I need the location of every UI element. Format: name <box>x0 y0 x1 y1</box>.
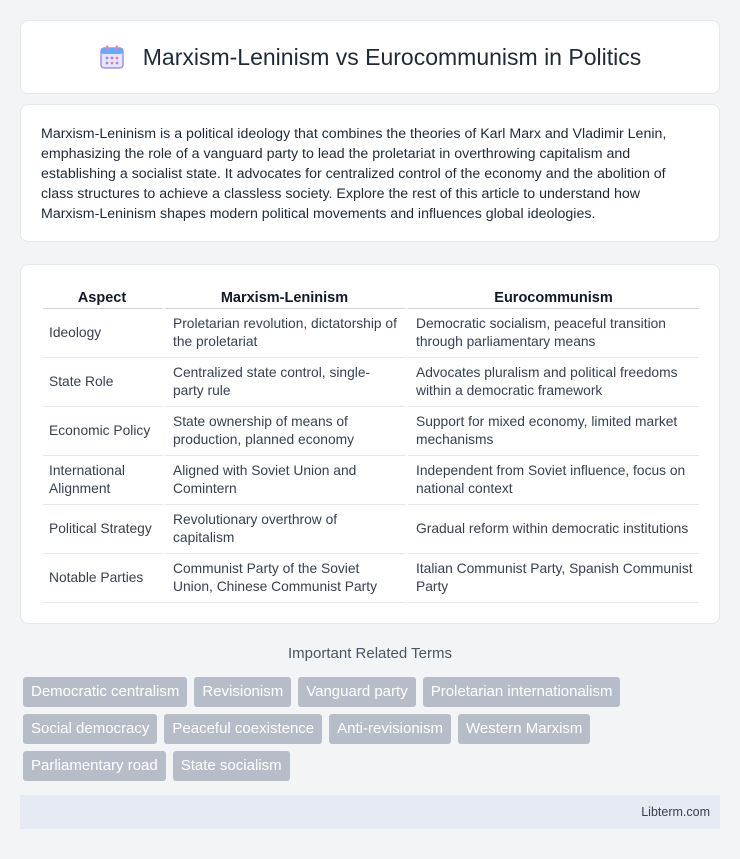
cell-aspect: Notable Parties <box>43 554 165 603</box>
related-term-tag[interactable]: Proletarian internationalism <box>423 677 621 707</box>
cell-eurocommunism: Democratic socialism, peaceful transition through parliamentary means <box>408 309 699 358</box>
cell-aspect: State Role <box>43 358 165 407</box>
header-card <box>20 20 720 94</box>
table-row <box>43 554 699 603</box>
related-terms-title: Important Related Terms <box>288 645 452 662</box>
cell-marxism-leninism: Communist Party of the Soviet Union, Chinese Communist Party <box>165 554 408 603</box>
related-term-tag[interactable]: Democratic centralism <box>23 677 187 707</box>
related-term-tag[interactable]: Revisionism <box>194 677 291 707</box>
cell-aspect: Economic Policy <box>43 407 165 456</box>
comparison-table <box>43 287 699 603</box>
table-row <box>43 309 699 358</box>
cell-marxism-leninism: Aligned with Soviet Union and Comintern <box>165 456 408 505</box>
intro-text: Marxism-Leninism is a political ideology that combines the theories of Karl Marx and Vladimir Lenin, emphasizing the role of a vanguard party to lead the proletariat in overthrowing capitalism and establishing a socialist state. It advocates for centralized control of the economy and the abolition of class structures to achieve a classless society. Explore the rest of this article to understand how Marxism-Leninism shapes modern political movements and influences global ideologies. <box>41 126 667 222</box>
table-row <box>43 505 699 554</box>
cell-marxism-leninism: State ownership of means of production, planned economy <box>165 407 408 456</box>
comparison-table-card <box>20 264 720 624</box>
table-row <box>43 358 699 407</box>
cell-eurocommunism: Italian Communist Party, Spanish Communist Party <box>408 554 699 603</box>
cell-marxism-leninism: Proletarian revolution, dictatorship of the proletariat <box>165 309 408 358</box>
cell-eurocommunism: Independent from Soviet influence, focus on national context <box>408 456 699 505</box>
page-title: Marxism-Leninism vs Eurocommunism in Politics <box>142 43 642 70</box>
footer <box>20 795 720 829</box>
cell-marxism-leninism: Revolutionary overthrow of capitalism <box>165 505 408 554</box>
related-terms-list <box>23 677 723 781</box>
header-eurocommunism: Eurocommunism <box>408 287 699 309</box>
related-term-tag[interactable]: Peaceful coexistence <box>164 714 322 744</box>
calendar-icon <box>99 44 125 70</box>
related-term-tag[interactable]: Social democracy <box>23 714 157 744</box>
cell-aspect: Ideology <box>43 309 165 358</box>
related-term-tag[interactable]: State socialism <box>173 751 290 781</box>
cell-eurocommunism: Advocates pluralism and political freedoms within a democratic framework <box>408 358 699 407</box>
related-term-tag[interactable]: Parliamentary road <box>23 751 166 781</box>
related-term-tag[interactable]: Western Marxism <box>458 714 590 744</box>
header-aspect: Aspect <box>43 287 165 309</box>
table-header-row <box>43 287 699 309</box>
table-row <box>43 456 699 505</box>
cell-eurocommunism: Gradual reform within democratic institutions <box>408 505 699 554</box>
table-row <box>43 407 699 456</box>
cell-eurocommunism: Support for mixed economy, limited market mechanisms <box>408 407 699 456</box>
intro-card <box>20 104 720 242</box>
related-term-tag[interactable]: Vanguard party <box>298 677 415 707</box>
cell-aspect: Political Strategy <box>43 505 165 554</box>
related-term-tag[interactable]: Anti-revisionism <box>329 714 451 744</box>
header-title-wrap <box>99 44 641 71</box>
cell-marxism-leninism: Centralized state control, single-party rule <box>165 358 408 407</box>
footer-site-link[interactable]: Libterm.com <box>641 805 710 819</box>
header-marxism-leninism: Marxism-Leninism <box>165 287 408 309</box>
cell-aspect: International Alignment <box>43 456 165 505</box>
